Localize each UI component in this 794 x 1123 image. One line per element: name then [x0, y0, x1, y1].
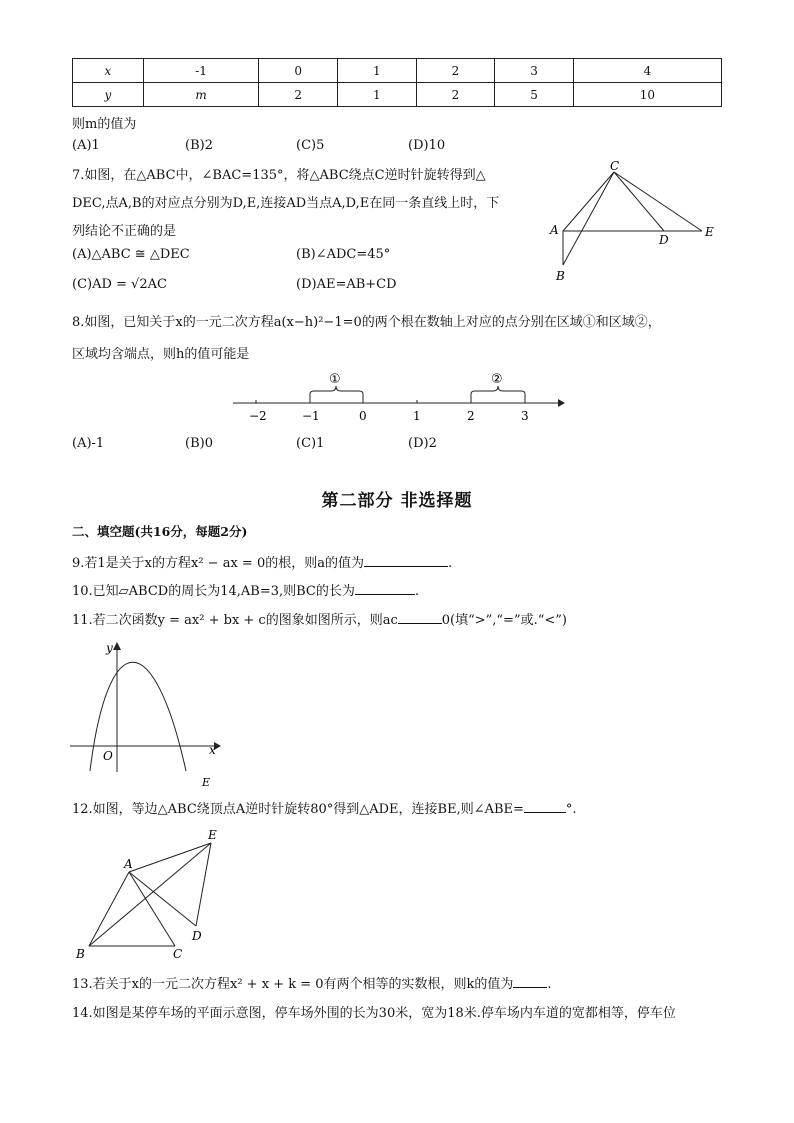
- table-cell: x: [73, 59, 144, 83]
- label-d: D: [192, 929, 202, 943]
- label-e: E: [705, 225, 714, 239]
- label-y: y: [106, 641, 113, 655]
- q6-option-a: (A)1: [72, 138, 100, 153]
- label-a: A: [124, 857, 133, 871]
- q7-triangle-figure: [540, 160, 730, 290]
- line-ab: [89, 872, 129, 946]
- region-2-brace: [471, 386, 525, 402]
- table-cell: 10: [573, 83, 721, 107]
- section-heading: 二、填空题(共16分，每题2分): [72, 524, 248, 539]
- table-row-x: [73, 59, 722, 83]
- q12-question: [72, 798, 577, 817]
- line-ce: [614, 172, 702, 231]
- label-b: B: [76, 947, 85, 961]
- q7-option-a: (A)△ABC ≅ △DEC: [72, 247, 190, 262]
- label-x: x: [209, 743, 216, 757]
- q7-line-1: 7.如图，在△ABC中，∠BAC=135°，将△ABC绕点C逆时针旋转得到△: [72, 168, 486, 183]
- q6-question-tail: 则m的值为: [72, 117, 137, 132]
- q9-answer-blank[interactable]: [364, 554, 448, 567]
- table-cell: 1: [337, 59, 416, 83]
- table-cell: 2: [416, 83, 495, 107]
- q10-answer-blank[interactable]: [355, 582, 415, 595]
- label-e: E: [208, 828, 217, 842]
- q10-question: [72, 580, 419, 599]
- table-cell: 5: [495, 83, 574, 107]
- region-1-label: ①: [329, 372, 341, 387]
- q8-option-d: (D)2: [408, 436, 437, 451]
- tick-label: 2: [467, 409, 475, 423]
- q12-text: 12.如图，等边△ABC绕顶点A逆时针旋转80°得到△ADE，连接BE,则∠ABE=: [72, 802, 524, 817]
- q6-option-d: (D)10: [408, 138, 446, 153]
- table-cell: y: [73, 83, 144, 107]
- q10-text: 10.已知▱ABCD的周长为14,AB=3,则BC的长为: [72, 584, 355, 599]
- q13-answer-blank[interactable]: [513, 975, 547, 988]
- q11-question: [72, 609, 567, 628]
- q11-end: 0(填“>”,“=”或.“<”): [441, 613, 567, 628]
- q8-line-2: 区域均含端点，则h的值可能是: [72, 347, 250, 362]
- arrow-right-icon: [558, 399, 565, 407]
- q9-question: [72, 552, 452, 571]
- tick-label: 1: [413, 409, 421, 423]
- tick-label: 0: [359, 409, 367, 423]
- q8-line-1: 8.如图，已知关于x的一元二次方程a(x−h)²−1=0的两个根在数轴上对应的点分别在区域①和区域②，: [72, 315, 661, 330]
- label-c: C: [610, 160, 620, 173]
- line-ac: [129, 872, 175, 946]
- tick-label: −1: [302, 409, 320, 423]
- q8-option-b: (B)0: [185, 436, 213, 451]
- label-origin: O: [103, 749, 113, 763]
- xy-value-table: [72, 58, 722, 107]
- q6-option-c: (C)5: [296, 138, 325, 153]
- table-cell: 4: [573, 59, 721, 83]
- line-cb: [563, 172, 614, 265]
- q13-text: 13.若关于x的一元二次方程x² + x + k = 0有两个相等的实数根，则k的值为: [72, 977, 514, 992]
- q7-line-2: DEC,点A,B的对应点分别为D,E,连接AD当点A,D,E在同一条直线上时，下: [72, 196, 500, 211]
- q13-end: .: [547, 977, 552, 992]
- table-cell: 3: [495, 59, 574, 83]
- q12-end: °.: [565, 802, 577, 817]
- tick-label: −2: [249, 409, 267, 423]
- label-d: D: [659, 233, 669, 247]
- q9-text: 9.若1是关于x的方程x² − ax = 0的根，则a的值为: [72, 556, 364, 571]
- part-2-title: 第二部分 非选择题: [321, 491, 473, 511]
- table-cell: 1: [337, 83, 416, 107]
- region-2-label: ②: [491, 372, 503, 387]
- q7-option-c: (C)AD = √2AC: [72, 277, 167, 292]
- q14-question: 14.如图是某停车场的平面示意图，停车场外围的长为30米，宽为18米.停车场内车道的宽都相等，停车位: [72, 1006, 676, 1021]
- q11-answer-blank[interactable]: [398, 611, 442, 624]
- table-row-y: [73, 83, 722, 107]
- line-cd: [614, 172, 664, 231]
- label-b: B: [556, 269, 565, 283]
- table-cell: -1: [143, 59, 259, 83]
- label-a: A: [550, 223, 559, 237]
- table-cell: 0: [259, 59, 338, 83]
- line-ed: [196, 843, 211, 926]
- table-cell: m: [143, 83, 259, 107]
- q6-option-b: (B)2: [185, 138, 213, 153]
- q8-option-c: (C)1: [296, 436, 325, 451]
- q10-end: .: [414, 584, 420, 599]
- q11-parabola-figure: [68, 640, 228, 790]
- line-ca: [563, 172, 614, 231]
- label-c: C: [173, 947, 183, 961]
- q13-question: [72, 973, 552, 992]
- label-e: E: [202, 776, 211, 789]
- q7-option-b: (B)∠ADC=45°: [296, 247, 391, 262]
- q12-rotation-figure: [70, 826, 230, 962]
- table-cell: 2: [259, 83, 338, 107]
- q9-end: .: [447, 556, 453, 571]
- line-ae: [129, 843, 211, 872]
- q7-option-d: (D)AE=AB+CD: [296, 277, 397, 292]
- q8-number-line: [225, 368, 565, 426]
- table-cell: 2: [416, 59, 495, 83]
- y-axis-arrow-icon: [113, 642, 121, 650]
- q11-text: 11.若二次函数y = ax² + bx + c的图象如图所示，则ac: [72, 613, 398, 628]
- q7-line-3: 列结论不正确的是: [72, 224, 177, 239]
- tick-label: 3: [521, 409, 529, 423]
- line-ad: [129, 872, 196, 926]
- q12-answer-blank[interactable]: [524, 800, 566, 813]
- q8-option-a: (A)-1: [72, 436, 105, 451]
- region-1-brace: [310, 386, 363, 402]
